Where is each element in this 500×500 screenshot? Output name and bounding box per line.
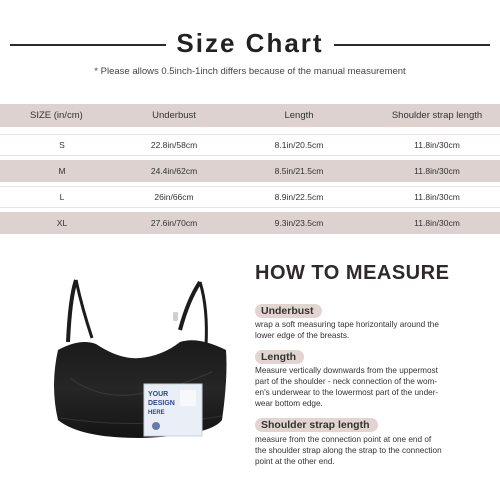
length-cell: 8.1in/20.5cm — [274, 140, 324, 150]
column-header: Shoulder strap length — [391, 110, 483, 121]
column-header: Underbust — [152, 110, 196, 121]
title-divider-left — [10, 44, 166, 46]
column-header: SIZE (in/cm) — [30, 110, 83, 121]
left-strap — [68, 280, 76, 342]
length-label: Length — [255, 350, 304, 364]
description-line: wear bottom edge. — [255, 399, 323, 408]
table-row — [0, 186, 500, 208]
label-logo-icon — [152, 422, 160, 430]
strap-cell: 11.8in/30cm — [414, 218, 460, 228]
strap-cell: 11.8in/30cm — [414, 192, 460, 202]
shoulder-strap-label: Shoulder strap length — [255, 418, 378, 432]
bra-illustration — [40, 268, 245, 468]
title-divider-right — [334, 44, 490, 46]
page-title: Size Chart — [176, 28, 324, 58]
measurement-note: * Please allows 0.5inch-1inch differs because of the manual measurement — [94, 66, 406, 77]
length-cell: 8.5in/21.5cm — [274, 166, 324, 176]
description-line: the shoulder strap along the strap to the connection — [255, 446, 442, 455]
size-cell: M — [58, 166, 66, 176]
column-header: Length — [284, 110, 314, 121]
title-row — [0, 28, 500, 62]
size-cell: S — [59, 140, 65, 150]
description-line: point at the other end. — [255, 457, 335, 466]
description-line: part of the shoulder - neck connection of the wom- — [255, 377, 438, 386]
size-cell: L — [59, 192, 65, 202]
underbust-label: Underbust — [255, 304, 322, 318]
length-description — [255, 365, 477, 409]
label-line: YOUR — [148, 391, 169, 398]
label-line: DESIGN — [148, 400, 175, 407]
strap-cell: 11.8in/30cm — [414, 166, 460, 176]
underbust-cell: 24.4in/62cm — [150, 166, 198, 176]
description-line: Measure vertically downwards from the uppermost — [255, 366, 438, 375]
underbust-cell: 26in/66cm — [154, 192, 194, 202]
description-line: en's underwear to the lowermost part of the under- — [255, 388, 439, 397]
label-line: HERE — [148, 410, 165, 416]
size-table — [0, 104, 500, 238]
underbust-cell: 22.8in/58cm — [150, 140, 198, 150]
size-cell: XL — [56, 218, 68, 228]
how-to-measure-heading: HOW TO MEASURE — [255, 262, 450, 284]
table-header-row — [0, 104, 500, 127]
underbust-description — [255, 319, 477, 341]
underbust-cell: 27.6in/70cm — [150, 218, 198, 228]
right-strap — [180, 282, 200, 330]
description-line: measure from the connection point at one end of — [255, 435, 432, 444]
table-row — [0, 160, 500, 182]
description-line: lower edge of the breasts. — [255, 331, 350, 340]
shoulder-strap-description — [255, 434, 477, 467]
bra-product-image — [40, 268, 245, 468]
description-line: wrap a soft measuring tape horizontally around the — [255, 320, 439, 329]
table-row — [0, 134, 500, 156]
length-cell: 9.3in/23.5cm — [274, 218, 324, 228]
length-cell: 8.9in/22.5cm — [274, 192, 324, 202]
table-row — [0, 212, 500, 234]
strap-cell: 11.8in/30cm — [414, 140, 460, 150]
strap-adjuster — [173, 312, 178, 321]
